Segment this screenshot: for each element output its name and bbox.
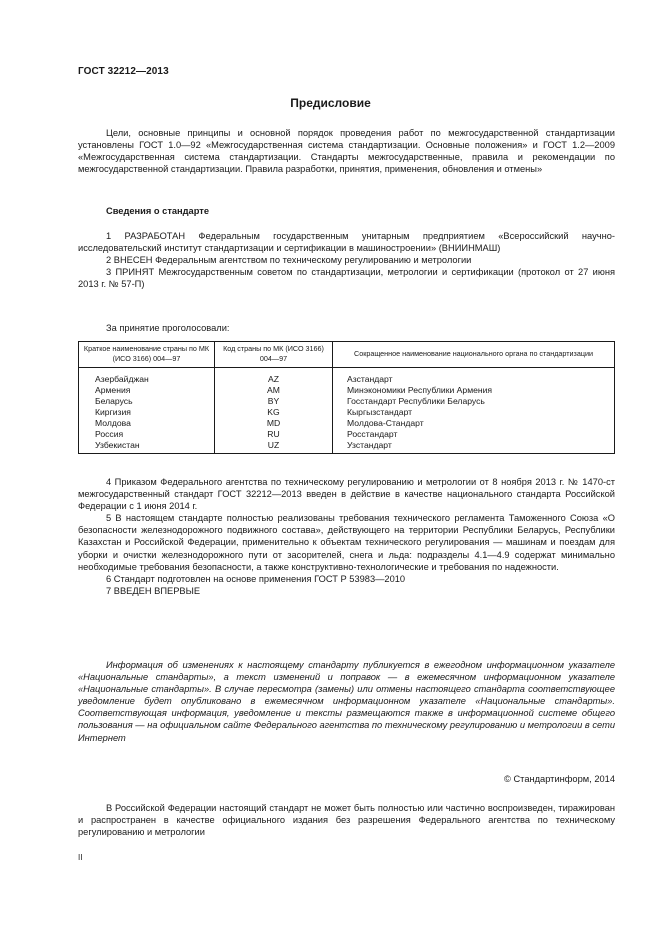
info-item: 3 ПРИНЯТ Межгосударственным советом по стандартизации, метрологии и сертификации (протокол от 27 июня 2013 г. № 57-П) bbox=[78, 267, 615, 290]
table-header-row bbox=[79, 342, 615, 368]
info-item: 4 Приказом Федерального агентства по техническому регулированию и метрологии от 8 ноября 2013 г. № 1470-ст межгосударственный стандарт ГОСТ 32212—2013 введен в действие в качестве национального стандарта Российской Федерации с 1 июня 2014 г. bbox=[78, 477, 615, 512]
header-org: Сокращенное наименование национального органа по стандартизации bbox=[333, 342, 615, 368]
info-item: 5 В настоящем стандарте полностью реализованы требования технического регламента Таможенного Союза «О безопасности железнодорожного подвижного состава», действующего на территории Республики Беларусь, Республики Казахстан и Российской Федерации, применительно к объектам технического регулирования — машинам и поездам для уборки и очистки железнодорожного пути от засорителей, снега и льда: подразделы 4.1—4.9 содержат минимально необходимые требования безопасности, а также конструктивно-технологические и требования по надежности. bbox=[78, 513, 615, 572]
cell-org: Минэкономики Республики Армения bbox=[333, 385, 615, 396]
copyright: © Стандартинформ, 2014 bbox=[504, 774, 615, 784]
cell-org: Росстандарт bbox=[333, 429, 615, 440]
cell-country: Молдова bbox=[79, 418, 215, 429]
page-number: II bbox=[78, 853, 83, 862]
header-country: Краткое наименование страны по МК (ИСО 3166) 004—97 bbox=[79, 342, 215, 368]
table-row bbox=[79, 368, 615, 386]
rights-text: В Российской Федерации настоящий стандарт не может быть полностью или частично воспроизведен, тиражирован и распространен в качестве официального издания без разрешения Федерального агентства по техническому регулированию и метрологии bbox=[78, 803, 615, 838]
voting-table bbox=[78, 341, 615, 454]
cell-code: AZ bbox=[215, 368, 333, 386]
info-heading: Сведения о стандарте bbox=[106, 206, 210, 216]
table-row bbox=[79, 429, 615, 440]
intro-paragraph bbox=[78, 127, 615, 175]
intro-text: Цели, основные принципы и основной порядок проведения работ по межгосударственной стандартизации установлены ГОСТ 1.0—92 «Межгосударственная система стандартизации. Основные положения» и ГОСТ 1.2—2009 «Межгосударственная система стандартизации. Стандарты межгосударственные, правила и рекомендации по межгосударственной стандартизации. Правила разработки, принятия, применения, обновления и отмены» bbox=[78, 128, 615, 175]
cell-country: Армения bbox=[79, 385, 215, 396]
cell-country: Азербайджан bbox=[79, 368, 215, 386]
table-row bbox=[79, 440, 615, 454]
info-item: 2 ВНЕСЕН Федеральным агентством по техническому регулированию и метрологии bbox=[106, 255, 472, 266]
cell-code: UZ bbox=[215, 440, 333, 454]
cell-org: Госстандарт Республики Беларусь bbox=[333, 396, 615, 407]
table-row bbox=[79, 396, 615, 407]
table-row bbox=[79, 385, 615, 396]
table-row bbox=[79, 418, 615, 429]
cell-code: MD bbox=[215, 418, 333, 429]
table-row bbox=[79, 407, 615, 418]
cell-country: Киргизия bbox=[79, 407, 215, 418]
cell-org: Узстандарт bbox=[333, 440, 615, 454]
vote-label: За принятие проголосовали: bbox=[106, 323, 230, 333]
cell-code: RU bbox=[215, 429, 333, 440]
cell-code: KG bbox=[215, 407, 333, 418]
changes-notice bbox=[78, 659, 615, 744]
header-code: Код страны по МК (ИСО 3166) 004—97 bbox=[215, 342, 333, 368]
info-heading-block bbox=[78, 205, 615, 217]
cell-country: Россия bbox=[79, 429, 215, 440]
notice-text: Информация об изменениях к настоящему стандарту публикуется в ежегодном информационном указателе «Национальные стандарты», а текст изменений и поправок — в ежемесячном информационном указателе «Национальные стандарты». В случае пересмотра (замены) или отмены настоящего стандарта соответствующее уведомление будет опубликовано в ежемесячном информационном указателе «Национальные стандарты». Соответствующая информация, уведомление и тексты размещаются также в информационной системе общего пользования — на официальном сайте Федерального агентства по техническому регулированию и метрологии в сети Интернет bbox=[78, 660, 615, 743]
cell-org: Кыргызстандарт bbox=[333, 407, 615, 418]
cell-code: BY bbox=[215, 396, 333, 407]
info-items-continued bbox=[78, 476, 615, 597]
page-title: Предисловие bbox=[290, 96, 371, 110]
doc-number: ГОСТ 32212—2013 bbox=[78, 66, 169, 77]
cell-country: Беларусь bbox=[79, 396, 215, 407]
cell-code: AM bbox=[215, 385, 333, 396]
cell-org: Молдова-Стандарт bbox=[333, 418, 615, 429]
cell-country: Узбекистан bbox=[79, 440, 215, 454]
rights-notice bbox=[78, 802, 615, 838]
vote-label-block bbox=[78, 322, 615, 334]
info-item: 7 ВВЕДЕН ВПЕРВЫЕ bbox=[106, 585, 201, 596]
info-item: 6 Стандарт подготовлен на основе применения ГОСТ Р 53983—2010 bbox=[106, 573, 406, 584]
cell-org: Азстандарт bbox=[333, 368, 615, 386]
info-items bbox=[78, 230, 615, 290]
info-item: 1 РАЗРАБОТАН Федеральным государственным унитарным предприятием «Всероссийский научно-исследовательский институт стандартизации и сертификации в машиностроении» (ВНИИНМАШ) bbox=[78, 231, 615, 254]
